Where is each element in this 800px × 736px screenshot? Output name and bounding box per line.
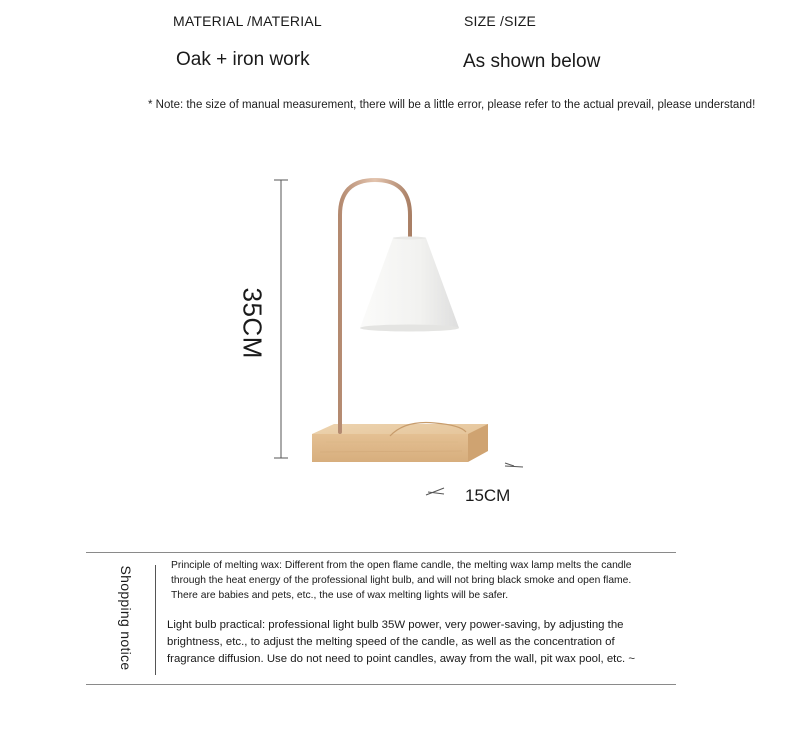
material-label: MATERIAL /MATERIAL <box>173 13 322 29</box>
lamp-shade <box>360 237 459 332</box>
notice-divider <box>155 565 156 675</box>
notice-bulb-line: brightness, etc., to adjust the melting speed of the candle, as well as the concentration of <box>167 636 615 648</box>
notice-bulb-line: fragrance diffusion. Use do not need to point candles, away from the wall, pit wax pool, etc. ~ <box>167 653 636 665</box>
height-dimension-label: 35CM <box>237 287 268 359</box>
notice-paragraph-wax <box>171 558 632 603</box>
width-dimension-label: 15CM <box>465 486 511 505</box>
measurement-note: * Note: the size of manual measurement, there will be a little error, please refer to the actual prevail, please understand! <box>148 99 756 111</box>
notice-wax-line: Principle of melting wax: Different from the open flame candle, the melting wax lamp melts the candle <box>171 560 632 571</box>
height-dimension-line <box>274 180 288 458</box>
size-value: As shown below <box>463 51 601 72</box>
notice-wax-line: There are babies and pets, etc., the use of wax melting lights will be safer. <box>171 590 509 601</box>
notice-bulb-line: Light bulb practical: professional light bulb 35W power, very power-saving, by adjusting the <box>167 619 624 631</box>
material-value: Oak + iron work <box>176 49 310 70</box>
notice-paragraph-bulb <box>167 617 635 668</box>
notice-top-rule <box>86 552 676 553</box>
notice-bottom-rule <box>86 684 676 685</box>
size-label: SIZE /SIZE <box>464 13 537 29</box>
shopping-notice-title: Shopping notice <box>118 565 134 671</box>
notice-wax-line: through the heat energy of the professional light bulb, and will not bring black smoke and open flame. <box>171 575 632 586</box>
lamp-illustration <box>230 170 540 510</box>
